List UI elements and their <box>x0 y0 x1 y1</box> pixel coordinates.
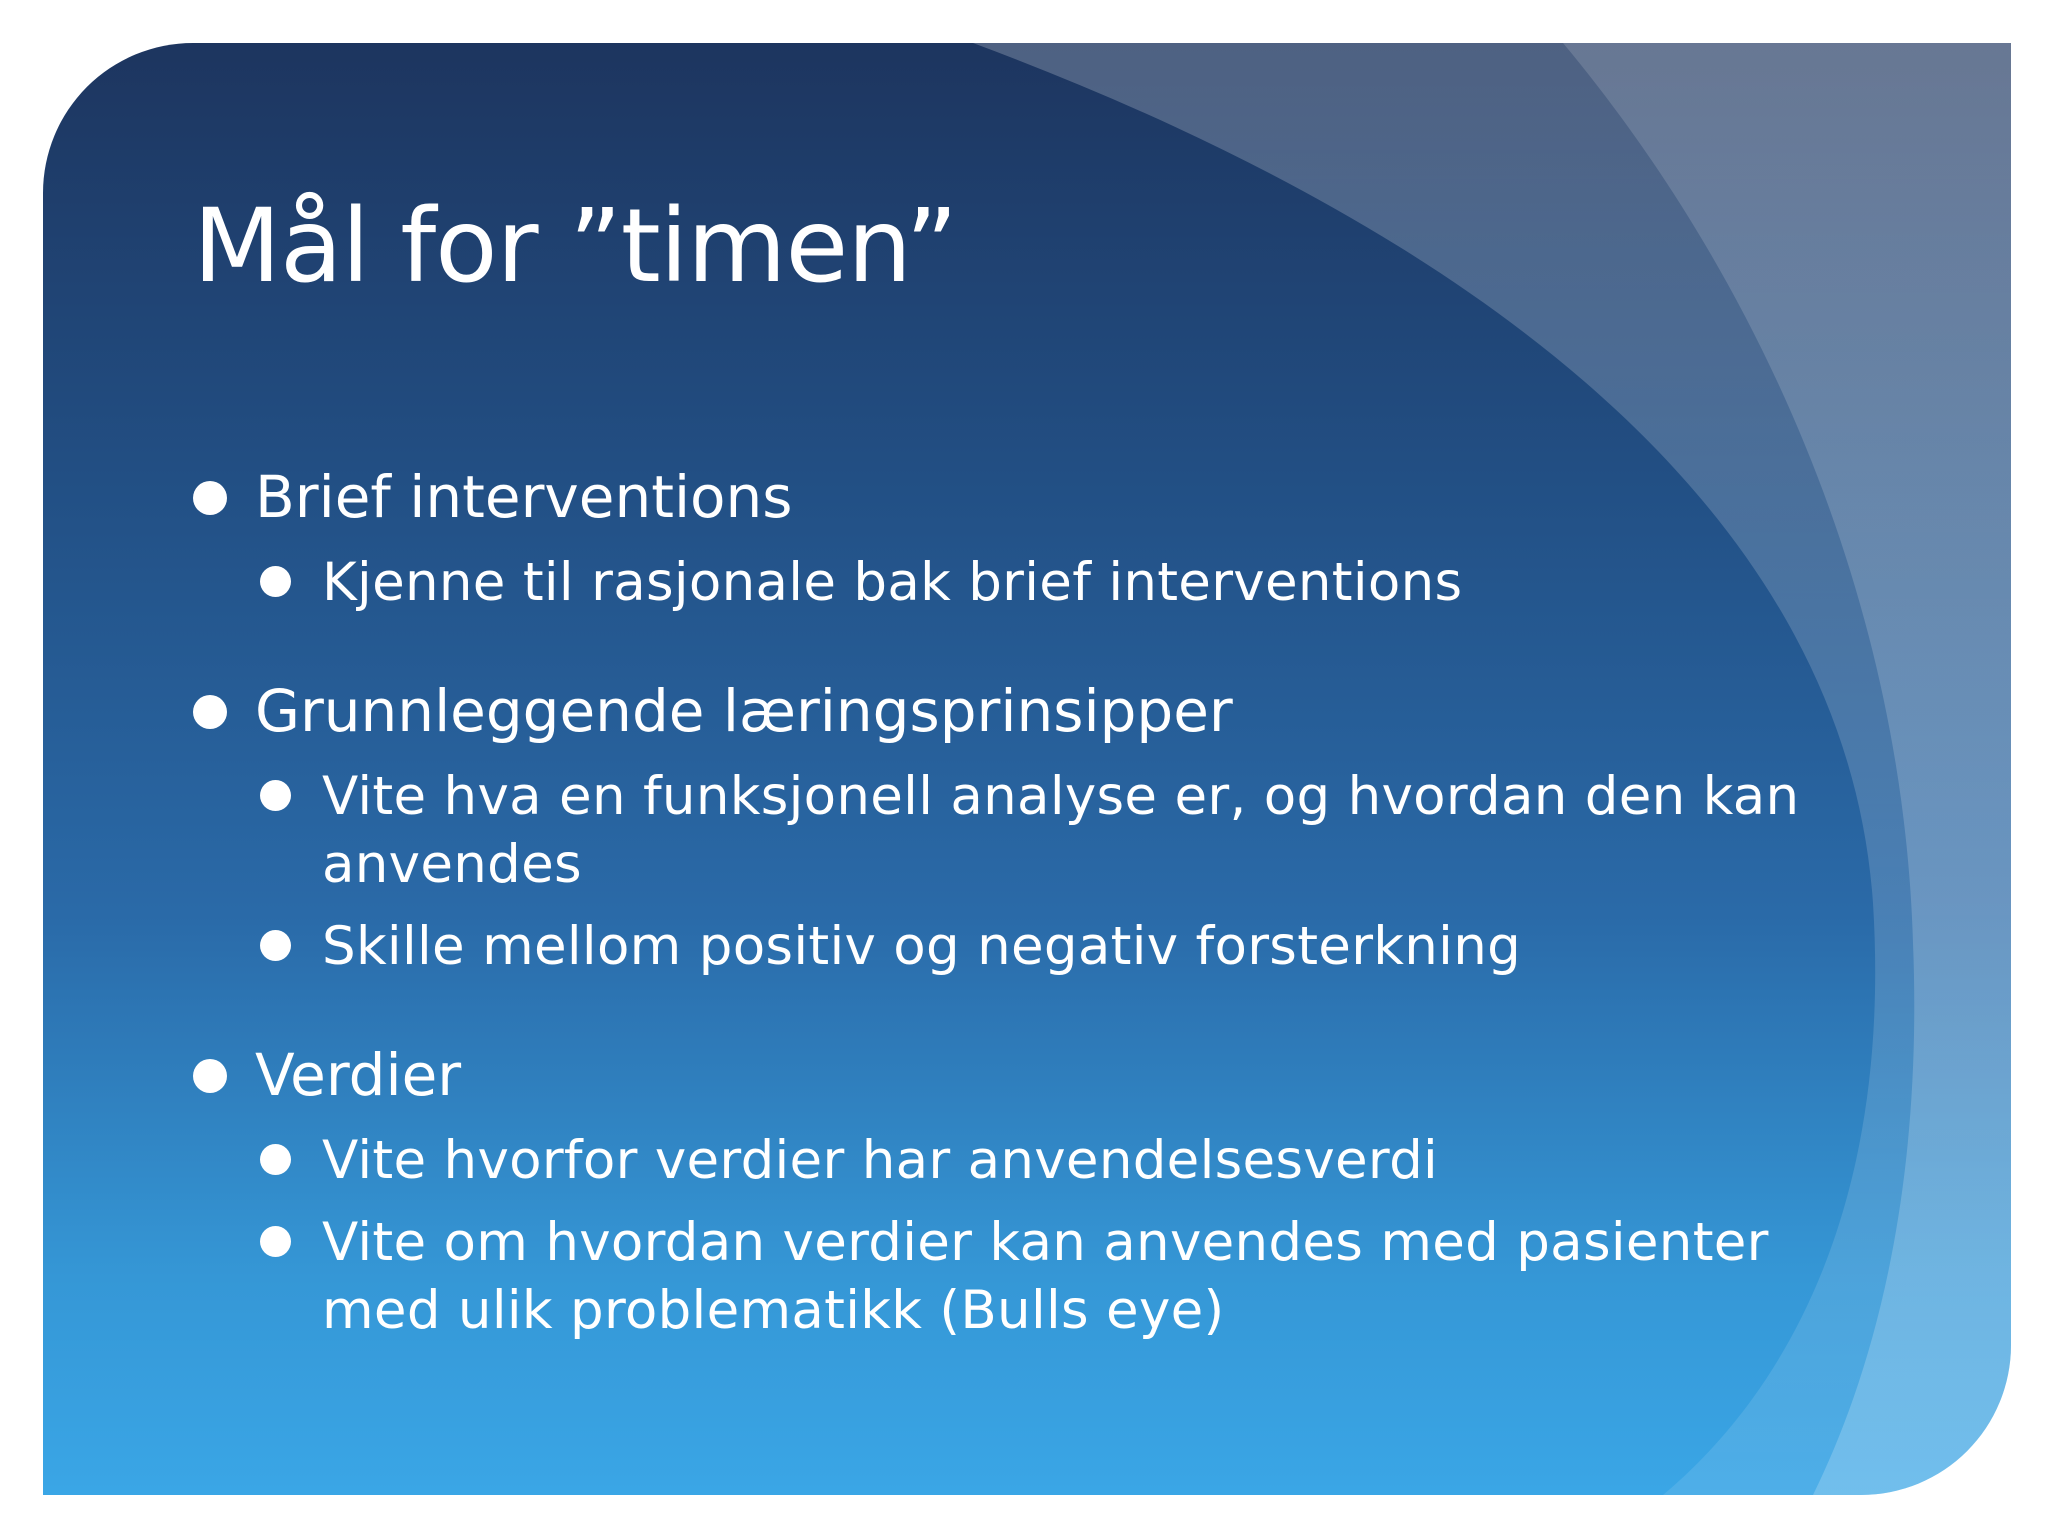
list-item <box>193 1039 1873 1111</box>
slide <box>43 43 2011 1495</box>
list-item <box>193 461 1873 533</box>
item-text: Kjenne til rasjonale bak brief interventions <box>322 552 1463 613</box>
list-item <box>193 1127 1873 1195</box>
section-heading: Brief interventions <box>255 463 793 531</box>
bullet-icon <box>260 780 291 811</box>
list-item <box>193 913 1873 981</box>
bullet-icon <box>260 566 291 597</box>
bullet-icon <box>260 930 291 961</box>
section-heading: Verdier <box>255 1041 462 1109</box>
slide-title: Mål for ”timen” <box>193 187 958 306</box>
list-item <box>193 1209 1873 1345</box>
bullet-list <box>193 461 1873 1345</box>
item-text: Skille mellom positiv og negativ forsterkning <box>322 916 1522 977</box>
list-item <box>193 675 1873 747</box>
bullet-icon <box>193 695 227 729</box>
bullet-icon <box>260 1144 291 1175</box>
list-item <box>193 549 1873 617</box>
bullet-icon <box>193 481 227 515</box>
item-text: Vite hva en funksjonell analyse er, og hvordan den kan anvendes <box>322 766 1800 895</box>
item-text: Vite om hvordan verdier kan anvendes med pasienter med ulik problematikk (Bulls eye) <box>322 1212 1769 1341</box>
list-item <box>193 763 1873 899</box>
section-heading: Grunnleggende læringsprinsipper <box>255 677 1233 745</box>
bullet-icon <box>260 1226 291 1257</box>
bullet-icon <box>193 1059 227 1093</box>
item-text: Vite hvorfor verdier har anvendelsesverdi <box>322 1130 1439 1191</box>
